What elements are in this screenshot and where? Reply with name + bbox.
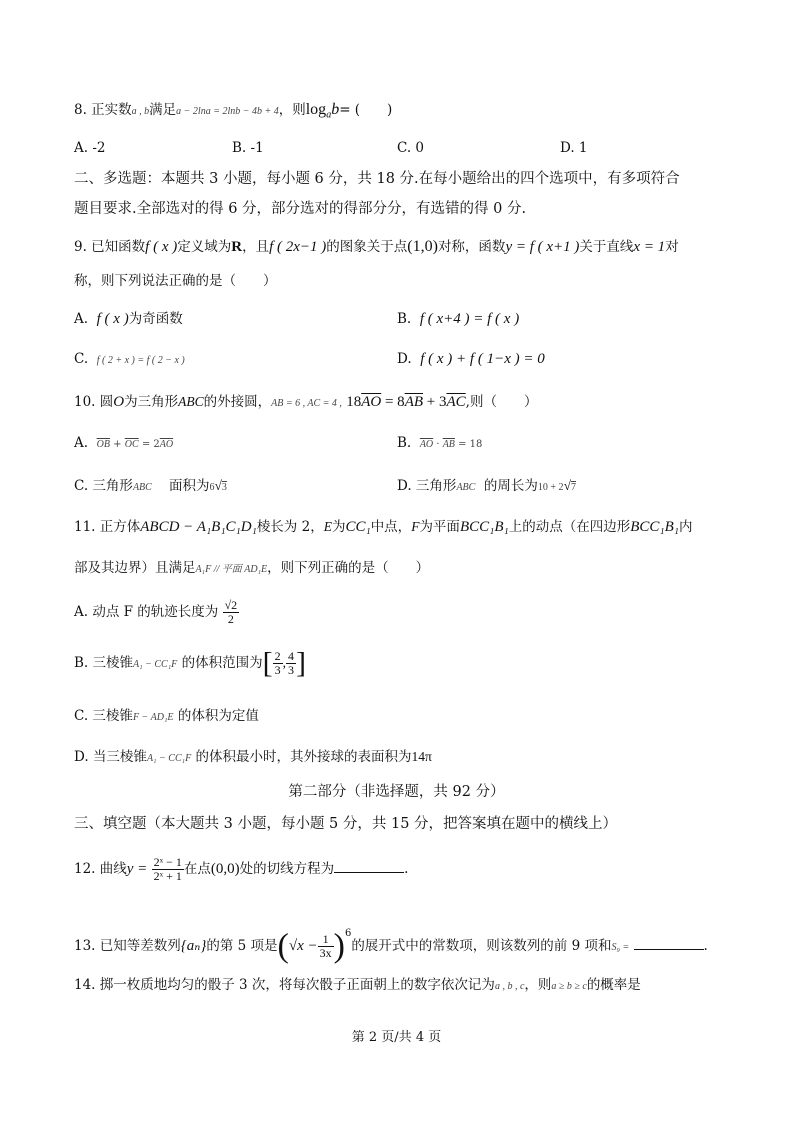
q10-a-v3: $\overline{AO}$ [159,439,174,450]
q9-fx: f ( x ) [145,239,178,255]
q11-c-small: F − AD₁E [132,712,174,723]
q14-p2: ，则 [524,977,552,993]
q11-a-text: A. 动点 F 的轨迹长度为 [74,604,219,620]
q11-l2-b: A₁F // 平面 AD₁E [195,564,268,575]
q8-log-arg: b [331,101,340,118]
q10-option-c [74,477,227,497]
q11-plane: BCC₁B₁ [459,519,509,535]
question-11 [74,518,692,536]
q10-d-rad: 7 [570,482,576,493]
q9-p3: ，且 [242,239,270,255]
q9-f2x: f ( 2x−1 ) [269,239,327,255]
q12-y: y = [126,861,148,877]
section2-line2: 题目要求.全部选对的得 6 分，部分选对的得部分分，有选错的得 0 分. [74,201,527,217]
q9-xline: x = 1 [633,239,666,255]
q10-d-abc: ABC [456,482,476,493]
q11-d-text2: 的体积最小时，其外接球的表面积为 [195,749,412,765]
left-paren-icon: ( [277,927,289,965]
question-13 [74,912,708,970]
question-10 [74,393,537,413]
q10-v-f: $\overline{AC}$ [446,394,466,410]
question-12 [74,849,408,889]
q13-p2: 的第 5 项是 [206,938,278,954]
q10-b-tail: = 18 [454,439,483,450]
q10-a-label: A. [74,435,89,451]
q10-a-v1: $\overline{OB}$ [96,439,110,450]
q9-c-label: C. [74,351,89,367]
q9-d-math: f ( x ) + f ( 1−x ) = 0 [420,351,545,367]
q10-option-b [397,434,482,454]
q11-b-f2n: 4 [287,649,294,663]
q10-a-v2: $\overline{OC}$ [124,439,139,450]
q11-d-text: D. 当三棱锥 [74,749,147,765]
q11-d-small: A₁ − CC₁F [146,753,192,764]
q12-p2: 在点 [183,861,211,877]
q10-p3: 的外接圆， [203,394,272,410]
q10-b-v2: $\overline{AB}$ [442,439,455,450]
q13-seq: {aₙ} [180,938,207,954]
q12-tail: . [404,861,409,877]
q14-p3: 的概率是 [586,977,641,993]
sqrt-symbol-icon: √ [214,478,222,493]
q9-line2: 称，则下列说法正确的是（ ） [74,273,277,289]
q13-fden: 3x [319,946,332,960]
q9-p7: 对 [665,239,679,255]
q12-point: (0,0) [210,861,240,877]
q13-fnum: 1 [318,933,334,947]
q12-num: 2ˣ − 1 [153,855,182,869]
q8-tail: = ( ) [339,102,393,118]
q13-s9: S₉ = [611,942,630,953]
section2-line1: 二、多选题：本题共 3 小题，每小题 6 分，共 18 分.在每小题给出的四个选项中，有多项符合 [74,171,680,187]
q11-p2: 棱长为 2， [256,519,324,535]
q10-a-mid: + [109,439,125,450]
q9-p4: 的图象关于点 [326,239,408,255]
q8-mid: 满足 [149,102,177,118]
q13-stem: 13. 已知等差数列 [74,938,181,954]
q8-log-base: a [326,109,332,121]
q11-cube: ABCD − A₁B₁C₁D₁ [140,519,257,535]
q11-quad: BCC₁B₁ [630,519,679,535]
q9-p6: 关于直线 [579,239,634,255]
q10-d-text: 的周长为 [483,478,538,494]
q13-tail: . [703,938,708,954]
q9-option-c [74,350,185,370]
section3-heading: 三、填空题（本大题共 3 小题，每小题 5 分，共 15 分，把答案填在题中的横线上） [74,816,618,832]
q11-c-text2: 的体积为定值 [177,708,259,724]
q8-then: ，则 [278,102,306,118]
q9-a-math: f ( x ) [96,311,129,327]
q13-sqrt: √x − [288,938,318,954]
q10-p2: 为三角形 [124,394,179,410]
q10-c-val: 6 [209,482,215,493]
q8-log: log [305,101,327,118]
q11-b-f1d: 3 [274,663,281,677]
q10-c-label: C. 三角形 [74,478,133,494]
q10-v-e: + 3 [423,394,447,410]
sqrt-symbol-icon: √ [563,478,571,493]
q11-b-small: A₁ − CC₁F [133,659,178,670]
right-paren-icon: ) [333,927,345,965]
q9-point: (1,0) [407,238,438,255]
q9-b-math: f ( x+4 ) = f ( x ) [419,311,520,327]
q11-cc1: CC₁ [345,519,371,535]
q9-option-a [74,310,183,328]
q10-v-c: = 8 [381,394,405,410]
q8-option-b: B. -1 [232,140,264,156]
q13-p3: 的展开式中的常数项，则该数列的前 9 项和 [351,938,612,954]
q8-stem: 8. 正实数 [74,102,132,118]
q9-R: R [231,239,243,255]
q10-ABC: ABC [178,394,204,409]
part2-heading: 第二部分（非选择题，共 92 分） [288,784,505,800]
q9-a-text: 为奇函数 [128,311,183,327]
right-bracket-icon: ] [295,646,306,680]
q11-p5: 为平面 [419,519,460,535]
q11-l2-c: ，则下列正确的是（ ） [267,560,430,576]
q12-answer-blank[interactable] [334,860,404,873]
q10-v-b: $\overline{AO}$ [361,394,382,410]
q10-b-mid: · [433,439,443,450]
q10-O: O [113,394,125,410]
q10-b-label: B. [397,435,412,451]
left-bracket-icon: [ [262,646,273,680]
q11-line2 [74,559,429,579]
q9-stem: 9. 已知函数 [74,239,146,255]
q11-b-comma: , [282,655,286,670]
q11-p3: 为 [331,519,346,535]
q9-c-math: f ( 2 + x ) = f ( 2 − x ) [96,355,185,366]
q8-equation: a − 2lna = 2lnb − 4b + 4 [176,106,279,117]
q10-v-d: $\overline{AB}$ [404,394,424,410]
q10-b-v1: $\overline{AO}$ [419,439,434,450]
q11-option-c [74,707,259,727]
q11-option-b [74,643,306,685]
q11-b-frac1 [273,650,283,677]
q10-stem: 10. 圆 [74,394,114,410]
q8-option-d: D. 1 [560,140,588,156]
q11-option-d [74,748,432,768]
q8-vars: a , b [131,106,150,117]
q9-b-label: B. [397,311,412,327]
q13-fraction [318,933,334,960]
q10-c-text: 面积为 [169,478,210,494]
q12-stem: 12. 曲线 [74,861,127,877]
q11-b-f2d: 3 [287,663,294,677]
q12-den: 2ˣ + 1 [153,869,182,883]
q10-option-a [74,434,173,454]
q12-p3: 处的切线方程为 [239,861,335,877]
question-14 [74,976,641,996]
q9-d-label: D. [397,351,412,367]
q11-a-num: √2 [224,598,238,612]
q13-answer-blank[interactable] [634,937,704,950]
q12-fraction [152,856,184,883]
q11-b-frac2 [286,650,296,677]
q11-p7: 内 [678,519,693,535]
q11-p4: 中点， [370,519,412,535]
q10-p4: ,则（ ） [465,394,538,410]
q10-d-val: 10 + 2 [537,482,564,493]
q11-l2-a: 部及其边界）且满足 [74,560,196,576]
q11-b-text2: 的体积范围为 [181,655,263,671]
q9-option-b [397,310,519,328]
q11-b-f1n: 2 [274,649,281,663]
q11-d-val: 14π [411,749,432,764]
q10-a-mid2: = 2 [138,439,160,450]
q9-p5: 对称，函数 [437,239,506,255]
q10-c-rad: 3 [221,482,227,493]
q11-option-a [74,594,239,630]
q10-c-abc: ABC [132,482,152,493]
q10-d-label: D. 三角形 [397,478,457,494]
q11-F: F [411,519,420,534]
q11-p6: 上的动点（在四边形 [508,519,631,535]
page-footer: 第 2 页/共 4 页 [351,1030,442,1045]
q14-stem: 14. 掷一枚质地均匀的骰子 3 次，将每次骰子正面朝上的数字依次记为 [74,977,495,993]
q14-vars: a , b , c [494,981,525,992]
q10-v-a: 18 [346,394,362,410]
q10-option-d [397,477,576,497]
q8-option-a: A. -2 [74,140,106,156]
q11-E: E [323,519,332,534]
q10-cond: AB = 6 , AC = 4 , [271,398,342,409]
q11-a-den: 2 [227,612,234,626]
q11-c-text: C. 三棱锥 [74,708,133,724]
q14-ineq: a ≥ b ≥ c [551,981,587,992]
q8-option-c: C. 0 [397,140,425,156]
q9-y: y = f ( x+1 ) [505,239,580,255]
q13-power: 6 [344,928,352,939]
q9-a-label: A. [74,311,89,327]
question-9 [74,238,679,256]
q11-a-fraction [223,599,240,626]
q11-b-text: B. 三棱锥 [74,655,134,671]
question-8 [74,101,392,125]
q9-p2: 定义域为 [177,239,232,255]
q11-stem: 11. 正方体 [74,519,141,535]
q9-option-d [397,350,545,368]
